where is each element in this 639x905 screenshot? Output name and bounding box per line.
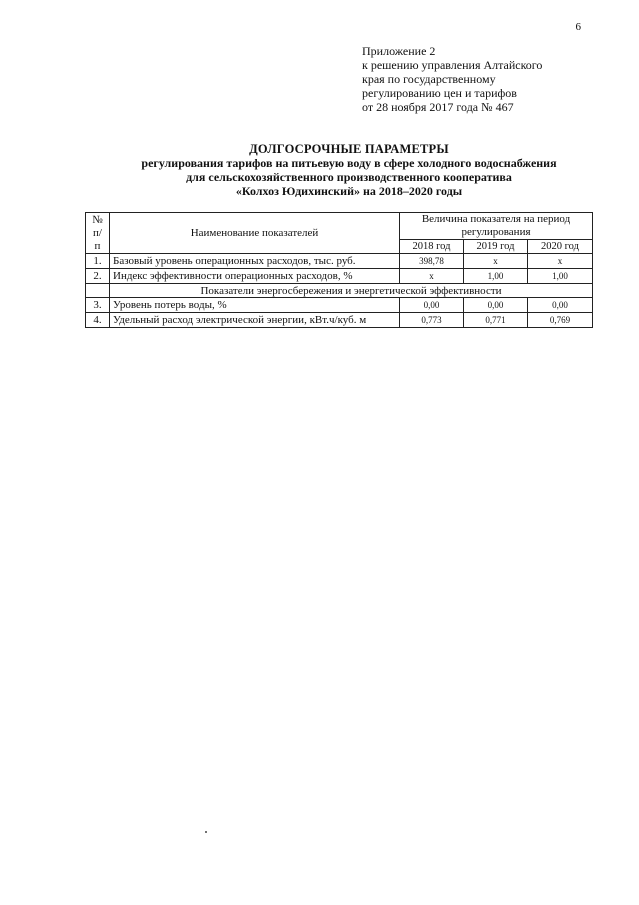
row-value: 1,00	[528, 269, 593, 284]
appendix-line: от 28 ноября 2017 года № 467	[362, 100, 514, 114]
row-value: 0,00	[400, 298, 464, 313]
row-value: 0,00	[528, 298, 593, 313]
title-line: для сельскохозяйственного производственного кооператива	[186, 170, 512, 184]
row-value: 398,78	[400, 254, 464, 269]
row-value: 0,773	[400, 313, 464, 328]
row-value: 0,771	[464, 313, 528, 328]
header-num	[86, 213, 110, 254]
section-title: Показатели энергосбережения и энергетической эффективности	[110, 284, 593, 298]
row-num: 2.	[86, 269, 110, 284]
row-name: Уровень потерь воды, %	[110, 298, 400, 313]
row-name: Удельный расход электрической энергии, кВт.ч/куб. м	[110, 313, 400, 328]
table-row	[86, 313, 593, 328]
section-row	[86, 284, 593, 298]
title-line: регулирования тарифов на питьевую воду в сфере холодного водоснабжения	[141, 156, 557, 170]
appendix-block	[362, 44, 602, 114]
appendix-line: края по государственному	[362, 72, 496, 86]
title-main: ДОЛГОСРОЧНЫЕ ПАРАМЕТРЫ	[249, 142, 449, 156]
row-value: х	[400, 269, 464, 284]
header-year: 2019 год	[464, 240, 528, 254]
row-name: Индекс эффективности операционных расходов, %	[110, 269, 400, 284]
appendix-line: к решению управления Алтайского	[362, 58, 543, 72]
table-row	[86, 269, 593, 284]
title-line: «Колхоз Юдихинский» на 2018–2020 годы	[235, 184, 463, 198]
row-num: 3.	[86, 298, 110, 313]
table-row	[86, 254, 593, 269]
scan-dot-mark	[205, 831, 207, 833]
header-num-line: №	[92, 213, 103, 226]
header-year: 2018 год	[400, 240, 464, 254]
header-name: Наименование показателей	[110, 213, 400, 254]
row-value: 0,00	[464, 298, 528, 313]
header-period: Величина показателя на период регулирования	[400, 213, 593, 240]
appendix-line: регулированию цен и тарифов	[362, 86, 517, 100]
parameters-table	[85, 212, 593, 328]
row-value: 1,00	[464, 269, 528, 284]
row-name: Базовый уровень операционных расходов, тыс. руб.	[110, 254, 400, 269]
header-year: 2020 год	[528, 240, 593, 254]
row-num: 1.	[86, 254, 110, 269]
table-row	[86, 298, 593, 313]
section-num-empty	[86, 284, 110, 298]
row-value: х	[528, 254, 593, 269]
header-num-line: п	[94, 239, 101, 252]
appendix-line: Приложение 2	[362, 44, 436, 58]
row-num: 4.	[86, 313, 110, 328]
page-number: 6	[575, 21, 581, 33]
header-num-line: п/	[93, 226, 102, 239]
document-title	[90, 142, 608, 198]
row-value: 0,769	[528, 313, 593, 328]
row-value: х	[464, 254, 528, 269]
